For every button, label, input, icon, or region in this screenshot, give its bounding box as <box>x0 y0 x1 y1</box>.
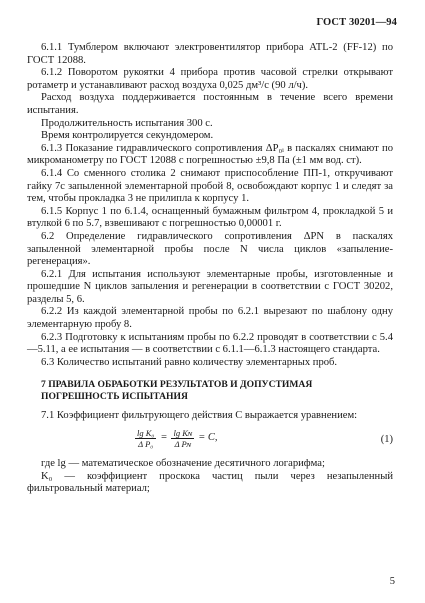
equation <box>27 426 393 456</box>
equals-sign: = <box>160 432 168 444</box>
fraction-left-numerator: lg K₀ <box>137 428 155 439</box>
paragraph-7-1: 7.1 Коэффициент фильтрующего действия C выражается уравнением: <box>41 410 358 422</box>
equation-rhs: = C, <box>198 432 218 444</box>
paragraph-air-flow: Расход воздуха поддерживается постоянным в течение всего времени испытания. <box>27 92 393 116</box>
paragraph-6-1-1: 6.1.1 Тумблером включают электровентилятор прибора ATL-2 (FF-12) по ГОСТ 12088. <box>27 42 393 66</box>
paragraph-6-1-5: 6.1.5 Корпус 1 по 6.1.4, оснащенный бумажным фильтром 4, прокладкой 5 и втулкой 6 по 5.7, взвешивают с погрешностью 0,00001 г. <box>27 205 393 230</box>
paragraph-6-3: 6.3 Количество испытаний равно количеству элементарных проб. <box>41 356 338 368</box>
paragraph-6-1-2: 6.1.2 Поворотом рукоятки 4 прибора против часовой стрелки открывают ротаметр и устанавливают расход воздуха 0,025 дм³/с (90 л/ч). <box>27 67 393 91</box>
paragraph-6-2-2: 6.2.2 Из каждой элементарной пробы по 6.2.1 вырезают по шаблону одну элементарную пробу 8. <box>27 306 393 331</box>
document-header: ГОСТ 30201—94 <box>316 17 397 28</box>
paragraph-where-k0: K₀ — коэффициент проскока частиц пыли через незапыленный фильтровальный материал; <box>27 470 393 495</box>
paragraph-duration: Продолжительность испытания 300 с. <box>41 117 213 129</box>
fraction-left-denominator: Δ P₀ <box>138 439 154 450</box>
fraction-right-numerator: lg Kɴ <box>173 428 193 439</box>
section-heading: 7 ПРАВИЛА ОБРАБОТКИ РЕЗУЛЬТАТОВ И ДОПУСТИМАЯ ПОГРЕШНОСТЬ ИСПЫТАНИЯ <box>41 379 313 402</box>
paragraph-timer: Время контролируется секундомером. <box>41 130 214 142</box>
fraction-right-denominator: Δ Pɴ <box>174 439 192 450</box>
paragraph-6-2-3: 6.2.3 Подготовку к испытаниям пробы по 6.2.2 проводят в соответствии с 5.4—5.11, а ее испытания — в соответствии с 6.1.1—6.1.3 настоящего стандарта. <box>27 331 393 356</box>
fraction-right <box>171 428 194 449</box>
paragraph-6-2: 6.2 Определение гидравлического сопротивления ΔPN в паскалях запыленной элементарной пробы после N числа циклов «запыление-регенерация». <box>27 230 393 268</box>
page-number: 5 <box>389 576 395 588</box>
paragraph-where-lg: где lg — математическое обозначение десятичного логарифма; <box>41 458 325 470</box>
fraction-left <box>135 428 156 449</box>
paragraph-6-1-4: 6.1.4 Со сменного столика 2 снимают приспособление ПП-1, откручивают гайку 7с запыленной элементарной пробой 8, освобождают корпус 1 и следят за тем, чтобы прокладка 3 не прилипла к корпусу 1. <box>27 167 393 205</box>
paragraph-6-1-3: 6.1.3 Показание гидравлического сопротивления ΔP₀ᵢ в паскалях снимают по микроманометру по ГОСТ 12088 с погрешностью ±9,8 Па (±1 мм вод. ст). <box>27 142 393 167</box>
document-body <box>27 42 393 496</box>
paragraph-6-2-1: 6.2.1 Для испытания используют элементарные пробы, изготовленные и прошедшие N циклов запыления и регенерации в соответствии с ГОСТ 30202, разделы 5, 6. <box>27 268 393 305</box>
equation-number: (1) <box>380 434 393 446</box>
